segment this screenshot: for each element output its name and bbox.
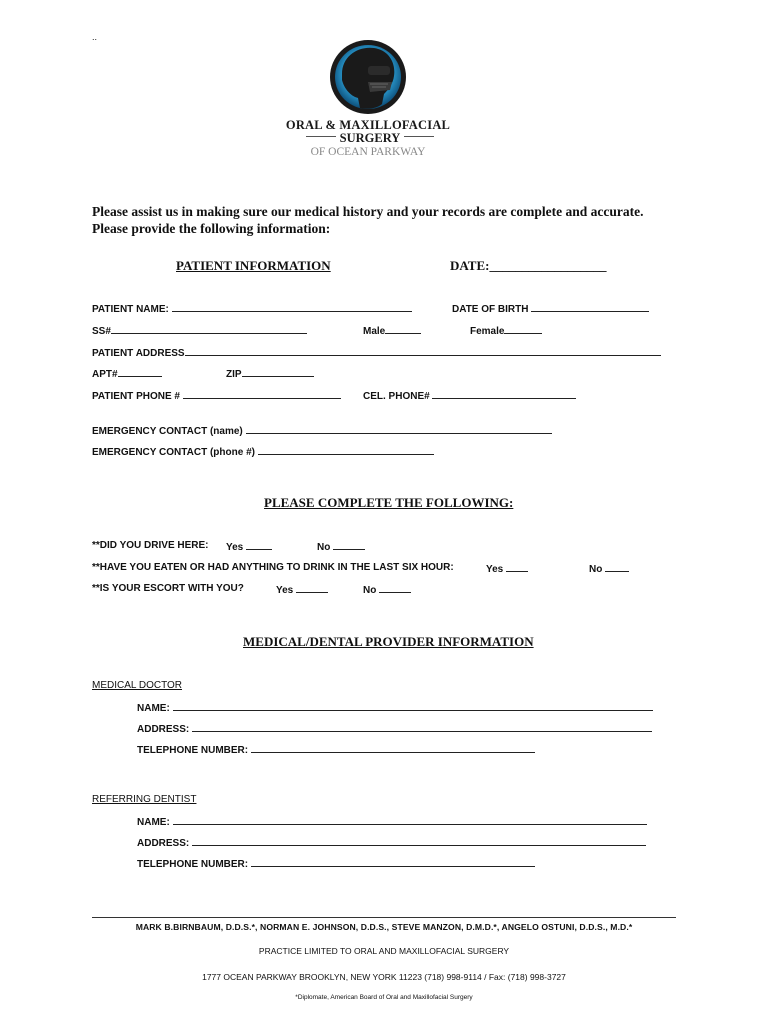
- drive-question: **DID YOU DRIVE HERE:: [92, 540, 209, 551]
- dob-label: DATE OF BIRTH: [452, 304, 529, 315]
- logo-line-3: OF OCEAN PARKWAY: [310, 146, 426, 158]
- provider-heading: MEDICAL/DENTAL PROVIDER INFORMATION: [243, 634, 534, 649]
- rd-telephone-label: TELEPHONE NUMBER:: [137, 859, 249, 870]
- patient-info-heading: PATIENT INFORMATION: [176, 258, 331, 273]
- cel-phone-label: CEL. PHONE#: [363, 391, 430, 402]
- corner-mark: ..: [92, 32, 98, 42]
- escort-no-input[interactable]: [379, 583, 411, 593]
- md-telephone-label: TELEPHONE NUMBER:: [137, 745, 249, 756]
- md-name-label: NAME:: [137, 703, 170, 714]
- drive-no-input[interactable]: [333, 540, 365, 550]
- md-address-input[interactable]: [192, 722, 652, 732]
- footer-doctors: MARK B.BIRNBAUM, D.D.S.*, NORMAN E. JOHNSON, D.D.S., STEVE MANZON, D.M.D.*, ANGELO OSTUNI, D.D.S., M.D.*: [135, 922, 633, 932]
- emergency-phone-row: [92, 445, 434, 458]
- apt-row: [92, 367, 162, 380]
- zip-label: ZIP: [226, 369, 242, 380]
- patient-phone-input[interactable]: [183, 389, 341, 399]
- ate-question: **HAVE YOU EATEN OR HAD ANYTHING TO DRINK IN THE LAST SIX HOUR:: [92, 562, 454, 573]
- escort-question: **IS YOUR ESCORT WITH YOU?: [92, 583, 244, 594]
- male-label: Male: [363, 326, 386, 337]
- logo-line-2: SURGERY: [339, 131, 401, 145]
- rd-name-row: [137, 815, 647, 828]
- patient-address-label: PATIENT ADDRESS: [92, 348, 185, 359]
- medical-doctor-label: MEDICAL DOCTOR: [92, 680, 183, 691]
- complete-heading: PLEASE COMPLETE THE FOLLOWING:: [264, 495, 514, 510]
- drive-no-label: No: [317, 542, 331, 553]
- female-label: Female: [470, 326, 505, 337]
- ate-yes-input[interactable]: [506, 562, 528, 572]
- escort-no-row: [363, 583, 411, 596]
- rd-name-label: NAME:: [137, 817, 170, 828]
- rd-telephone-row: [137, 857, 535, 870]
- drive-yes-label: Yes: [226, 542, 244, 553]
- dob-row: [452, 302, 649, 315]
- practice-logo: [328, 38, 408, 116]
- logo-line-2-row: [306, 131, 434, 143]
- ate-yes-label: Yes: [486, 564, 504, 575]
- escort-no-label: No: [363, 585, 377, 596]
- footer-address: 1777 OCEAN PARKWAY BROOKLYN, NEW YORK 11223 (718) 998-9114 / Fax: (718) 998-3727: [202, 972, 566, 982]
- intro-line-2: Please provide the following information:: [92, 221, 331, 236]
- drive-yes-input[interactable]: [246, 540, 272, 550]
- drive-no-row: [317, 540, 365, 553]
- md-telephone-row: [137, 743, 535, 756]
- footer-note-wrap: [92, 994, 676, 1001]
- escort-yes-input[interactable]: [296, 583, 328, 593]
- patient-address-input[interactable]: [185, 346, 661, 356]
- cel-phone-input[interactable]: [432, 389, 576, 399]
- footer-rule: [92, 917, 676, 918]
- date-field[interactable]: DATE:__________________: [450, 258, 607, 273]
- patient-phone-label: PATIENT PHONE #: [92, 391, 180, 402]
- logo-rule-right: [404, 136, 434, 137]
- rd-name-input[interactable]: [173, 815, 647, 825]
- apt-input[interactable]: [118, 367, 162, 377]
- address-row: [92, 346, 661, 359]
- footer-practice: PRACTICE LIMITED TO ORAL AND MAXILLOFACIAL SURGERY: [258, 946, 510, 956]
- drive-yes-row: [226, 540, 272, 553]
- rd-address-row: [137, 836, 646, 849]
- emergency-name-label: EMERGENCY CONTACT (name): [92, 426, 243, 437]
- zip-input[interactable]: [242, 367, 314, 377]
- ate-yes-row: [486, 562, 528, 575]
- md-address-row: [137, 722, 652, 735]
- md-telephone-input[interactable]: [251, 743, 535, 753]
- ate-no-label: No: [589, 564, 603, 575]
- emergency-name-input[interactable]: [246, 424, 552, 434]
- dob-input[interactable]: [531, 302, 649, 312]
- footer-doctors-wrap: [92, 922, 676, 932]
- emergency-phone-input[interactable]: [258, 445, 434, 455]
- ss-input[interactable]: [111, 324, 307, 334]
- zip-row: [226, 367, 314, 380]
- emergency-phone-label: EMERGENCY CONTACT (phone #): [92, 447, 255, 458]
- referring-dentist-label: REFERRING DENTIST: [92, 794, 197, 805]
- escort-yes-label: Yes: [276, 585, 294, 596]
- patient-name-label: PATIENT NAME:: [92, 304, 169, 315]
- md-address-label: ADDRESS:: [137, 724, 190, 735]
- male-row: [363, 324, 421, 337]
- md-name-input[interactable]: [173, 701, 653, 711]
- skull-logo-icon: [328, 38, 408, 116]
- footer-address-wrap: [92, 972, 676, 982]
- apt-label: APT#: [92, 369, 118, 380]
- md-name-row: [137, 701, 653, 714]
- female-input[interactable]: [504, 324, 542, 334]
- intro-line-1: Please assist us in making sure our medical history and your records are complete and accurate.: [92, 204, 644, 219]
- rd-telephone-input[interactable]: [251, 857, 535, 867]
- rd-address-label: ADDRESS:: [137, 838, 190, 849]
- emergency-name-row: [92, 424, 552, 437]
- escort-yes-row: [276, 583, 328, 596]
- female-row: [470, 324, 542, 337]
- patient-phone-row: [92, 389, 341, 402]
- logo-line-1: ORAL & MAXILLOFACIAL: [285, 118, 451, 132]
- rd-address-input[interactable]: [192, 836, 646, 846]
- patient-name-row: [92, 302, 412, 315]
- ss-label: SS#: [92, 326, 111, 337]
- ate-no-row: [589, 562, 629, 575]
- cel-phone-row: [363, 389, 576, 402]
- footer-note: *Diplomate, American Board of Oral and Maxillofacial Surgery: [295, 994, 473, 1001]
- ate-no-input[interactable]: [605, 562, 629, 572]
- male-input[interactable]: [385, 324, 421, 334]
- footer-practice-wrap: [92, 946, 676, 956]
- ss-row: [92, 324, 307, 337]
- patient-name-input[interactable]: [172, 302, 412, 312]
